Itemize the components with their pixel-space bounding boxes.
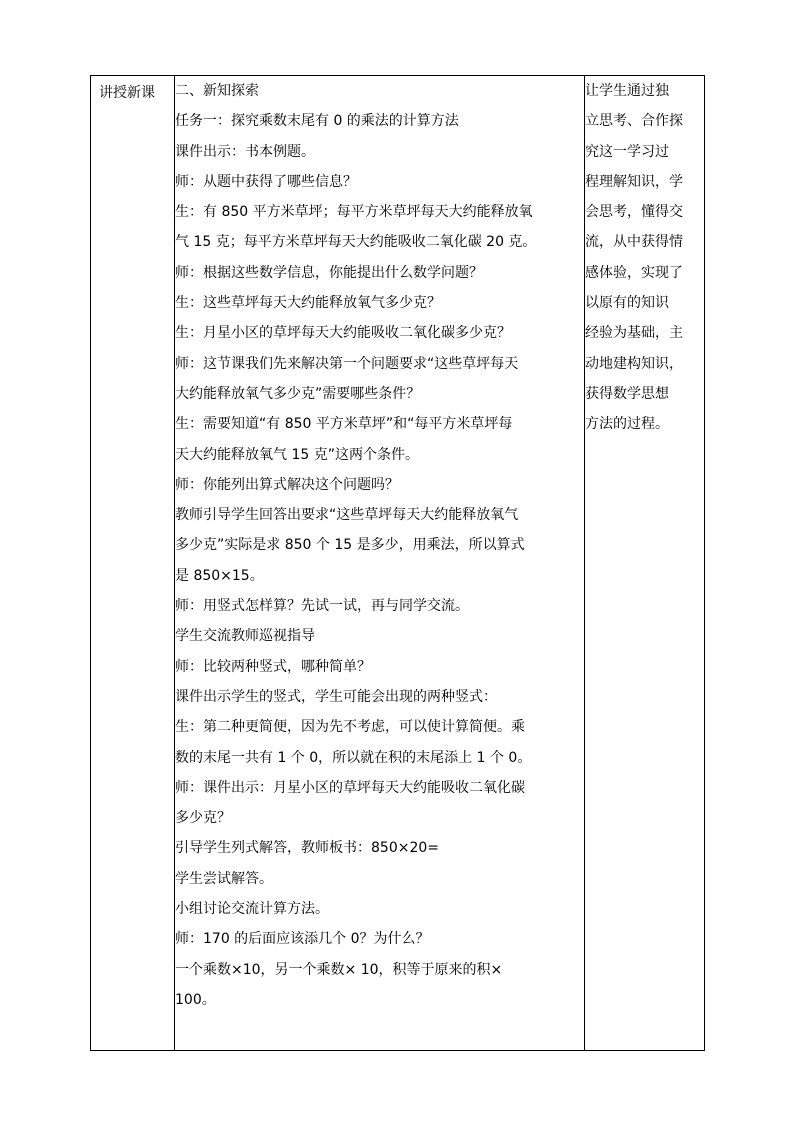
process-line: 二、新知探索 [175, 83, 259, 99]
purpose-line: 流，从中获得情 [585, 234, 683, 251]
section-label: 讲授新课 [99, 85, 155, 101]
process-line: 学生交流教师巡视指导 [175, 628, 315, 645]
process-line: 大约能释放氧气多少克”需要哪些条件？ [175, 385, 421, 402]
process-line: 是 850×15。 [175, 567, 264, 584]
process-line: 师：你能列出算式解决这个问题吗？ [175, 476, 399, 493]
process-line: 师：比较两种竖式，哪种简单？ [175, 658, 371, 675]
purpose-line: 究这一学习过 [585, 143, 669, 160]
teaching-process-cell [175, 76, 585, 1051]
process-line: 生：需要知道“有 850 平方米草坪”和“每平方米草坪每 [175, 416, 513, 433]
section-cell [91, 76, 175, 1051]
purpose-line: 程理解知识，学 [585, 173, 683, 190]
teaching-process-text [175, 76, 584, 1015]
design-intent-cell [585, 76, 705, 1051]
lesson-plan-table [90, 75, 705, 1051]
process-line: 数的末尾一共有 1 个 0，所以就在积的末尾添上 1 个 0。 [175, 749, 532, 766]
process-line: 师：根据这些数学信息，你能提出什么数学问题？ [175, 264, 483, 281]
purpose-line: 让学生通过独 [585, 83, 669, 99]
process-line: 小组讨论交流计算方法。 [175, 901, 329, 918]
process-line: 多少克”实际是求 850 个 15 是多少，用乘法，所以算式 [175, 537, 525, 554]
table-row [91, 76, 705, 1051]
process-line: 师：课件出示：月星小区的草坪每天大约能吸收二氧化碳 [175, 779, 525, 796]
purpose-line: 经验为基础，主 [585, 325, 683, 342]
process-line: 课件出示学生的竖式，学生可能会出现的两种竖式： [175, 688, 497, 705]
process-line: 生：月星小区的草坪每天大约能吸收二氧化碳多少克？ [175, 325, 511, 342]
process-line: 师：从题中获得了哪些信息？ [175, 173, 357, 190]
process-line: 学生尝试解答。 [175, 870, 273, 887]
purpose-line: 动地建构知识， [585, 355, 683, 372]
design-intent-text [585, 76, 704, 440]
process-line: 100。 [175, 991, 216, 1008]
process-line: 师：170 的后面应该添几个 0？为什么？ [175, 931, 430, 948]
process-line: 引导学生列式解答，教师板书：850×20= [175, 840, 439, 857]
process-line: 课件出示：书本例题。 [175, 143, 315, 160]
process-line: 生：这些草坪每天大约能释放氧气多少克？ [175, 295, 441, 312]
purpose-line: 获得数学思想 [585, 385, 669, 402]
process-line: 天大约能释放氧气 15 克”这两个条件。 [175, 446, 419, 463]
process-line: 师：这节课我们先来解决第一个问题要求“这些草坪每天 [175, 355, 519, 372]
purpose-line: 会思考，懂得交 [585, 204, 683, 221]
purpose-line: 立思考、合作探 [585, 113, 683, 130]
process-line: 生：有 850 平方米草坪；每平方米草坪每天大约能释放氧 [175, 204, 533, 221]
purpose-line: 方法的过程。 [585, 416, 669, 433]
process-line: 任务一：探究乘数末尾有 0 的乘法的计算方法 [175, 113, 459, 130]
process-line: 生：第二种更简便，因为先不考虑，可以使计算简便。乘 [175, 719, 525, 736]
process-line: 多少克？ [175, 810, 231, 827]
process-line: 师：用竖式怎样算？先试一试，再与同学交流。 [175, 598, 469, 615]
process-line: 气 15 克；每平方米草坪每天大约能吸收二氧化碳 20 克。 [175, 234, 537, 251]
process-line: 教师引导学生回答出要求“这些草坪每天大约能释放氧气 [175, 507, 519, 524]
purpose-line: 感体验，实现了 [585, 264, 683, 281]
purpose-line: 以原有的知识 [585, 295, 669, 312]
process-line: 一个乘数×10，另一个乘数× 10，积等于原来的积× [175, 961, 503, 978]
